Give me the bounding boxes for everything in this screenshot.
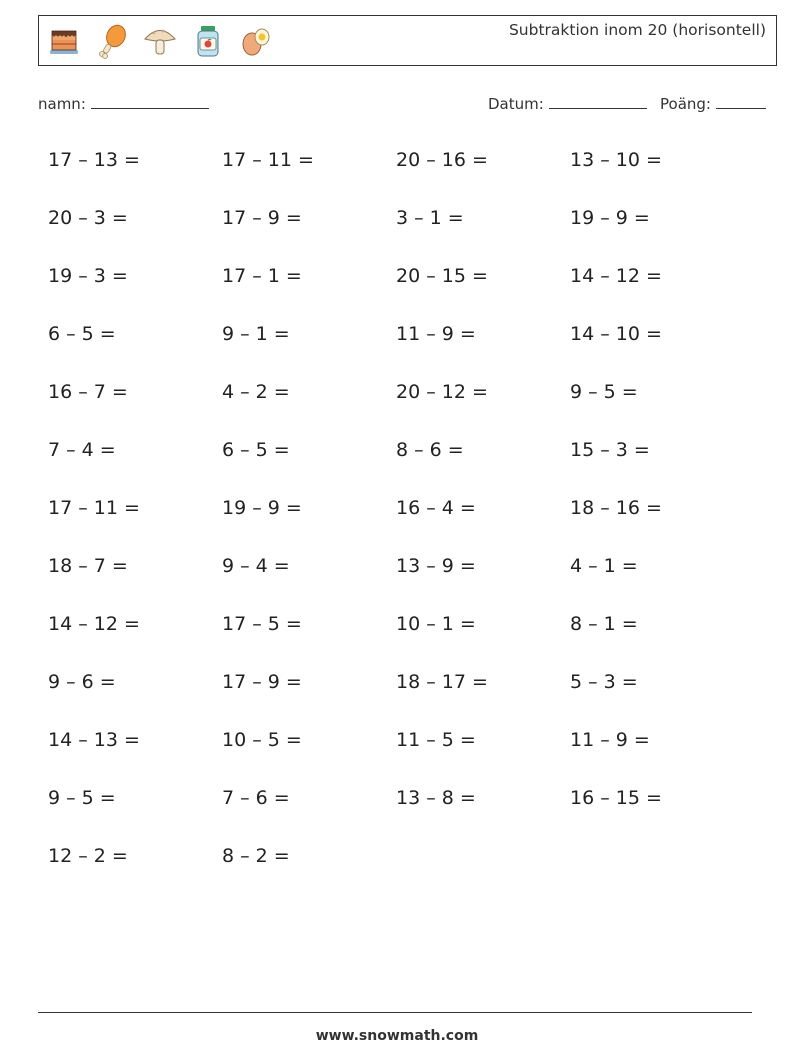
chicken-leg-icon bbox=[93, 22, 131, 60]
problem: 16 – 4 = bbox=[396, 497, 476, 519]
problem: 8 – 6 = bbox=[396, 439, 464, 461]
problem: 7 – 6 = bbox=[222, 787, 290, 809]
problem: 13 – 8 = bbox=[396, 787, 476, 809]
problem: 20 – 15 = bbox=[396, 265, 488, 287]
problem: 9 – 4 = bbox=[222, 555, 290, 577]
problem: 16 – 15 = bbox=[570, 787, 662, 809]
problem: 19 – 9 = bbox=[570, 207, 650, 229]
problem: 19 – 9 = bbox=[222, 497, 302, 519]
problem: 15 – 3 = bbox=[570, 439, 650, 461]
icon-row bbox=[45, 22, 275, 60]
problem: 18 – 7 = bbox=[48, 555, 128, 577]
problem: 8 – 1 = bbox=[570, 613, 638, 635]
problem: 17 – 1 = bbox=[222, 265, 302, 287]
problem: 6 – 5 = bbox=[222, 439, 290, 461]
problem: 11 – 5 = bbox=[396, 729, 476, 751]
problem: 17 – 11 = bbox=[222, 149, 314, 171]
problem: 18 – 16 = bbox=[570, 497, 662, 519]
name-field bbox=[38, 94, 209, 113]
problem: 17 – 9 = bbox=[222, 207, 302, 229]
problem: 20 – 3 = bbox=[48, 207, 128, 229]
score-field bbox=[660, 94, 766, 113]
eggs-icon bbox=[237, 22, 275, 60]
date-label: Datum: bbox=[488, 95, 544, 113]
name-blank bbox=[91, 94, 209, 109]
problem: 17 – 11 = bbox=[48, 497, 140, 519]
problem: 13 – 10 = bbox=[570, 149, 662, 171]
problem: 14 – 10 = bbox=[570, 323, 662, 345]
problem: 11 – 9 = bbox=[570, 729, 650, 751]
problem: 10 – 5 = bbox=[222, 729, 302, 751]
problem: 17 – 13 = bbox=[48, 149, 140, 171]
score-label: Poäng: bbox=[660, 95, 711, 113]
problem: 9 – 6 = bbox=[48, 671, 116, 693]
problem: 14 – 13 = bbox=[48, 729, 140, 751]
problem: 19 – 3 = bbox=[48, 265, 128, 287]
problem: 20 – 16 = bbox=[396, 149, 488, 171]
problem: 5 – 3 = bbox=[570, 671, 638, 693]
problem: 10 – 1 = bbox=[396, 613, 476, 635]
problem: 14 – 12 = bbox=[570, 265, 662, 287]
problem: 3 – 1 = bbox=[396, 207, 464, 229]
problem-grid bbox=[48, 140, 744, 894]
problem: 4 – 1 = bbox=[570, 555, 638, 577]
problem: 7 – 4 = bbox=[48, 439, 116, 461]
problem: 18 – 17 = bbox=[396, 671, 488, 693]
problem: 4 – 2 = bbox=[222, 381, 290, 403]
problem: 9 – 1 = bbox=[222, 323, 290, 345]
problem: 20 – 12 = bbox=[396, 381, 488, 403]
problem: 13 – 9 = bbox=[396, 555, 476, 577]
problem: 14 – 12 = bbox=[48, 613, 140, 635]
cake-icon bbox=[45, 22, 83, 60]
problem: 8 – 2 = bbox=[222, 845, 290, 867]
score-blank bbox=[716, 94, 766, 109]
date-field bbox=[488, 94, 647, 113]
footer-divider bbox=[38, 1012, 752, 1013]
name-label: namn: bbox=[38, 95, 86, 113]
problem: 11 – 9 = bbox=[396, 323, 476, 345]
worksheet-title: Subtraktion inom 20 (horisontell) bbox=[508, 21, 766, 39]
mushroom-icon bbox=[141, 22, 179, 60]
worksheet-header bbox=[38, 15, 777, 66]
problem: 6 – 5 = bbox=[48, 323, 116, 345]
problem: 9 – 5 = bbox=[570, 381, 638, 403]
problem: 16 – 7 = bbox=[48, 381, 128, 403]
problem: 12 – 2 = bbox=[48, 845, 128, 867]
footer-url: www.snowmath.com bbox=[315, 1028, 479, 1044]
problem: 17 – 5 = bbox=[222, 613, 302, 635]
problem: 9 – 5 = bbox=[48, 787, 116, 809]
jam-jar-icon bbox=[189, 22, 227, 60]
date-blank bbox=[549, 94, 647, 109]
problem: 17 – 9 = bbox=[222, 671, 302, 693]
